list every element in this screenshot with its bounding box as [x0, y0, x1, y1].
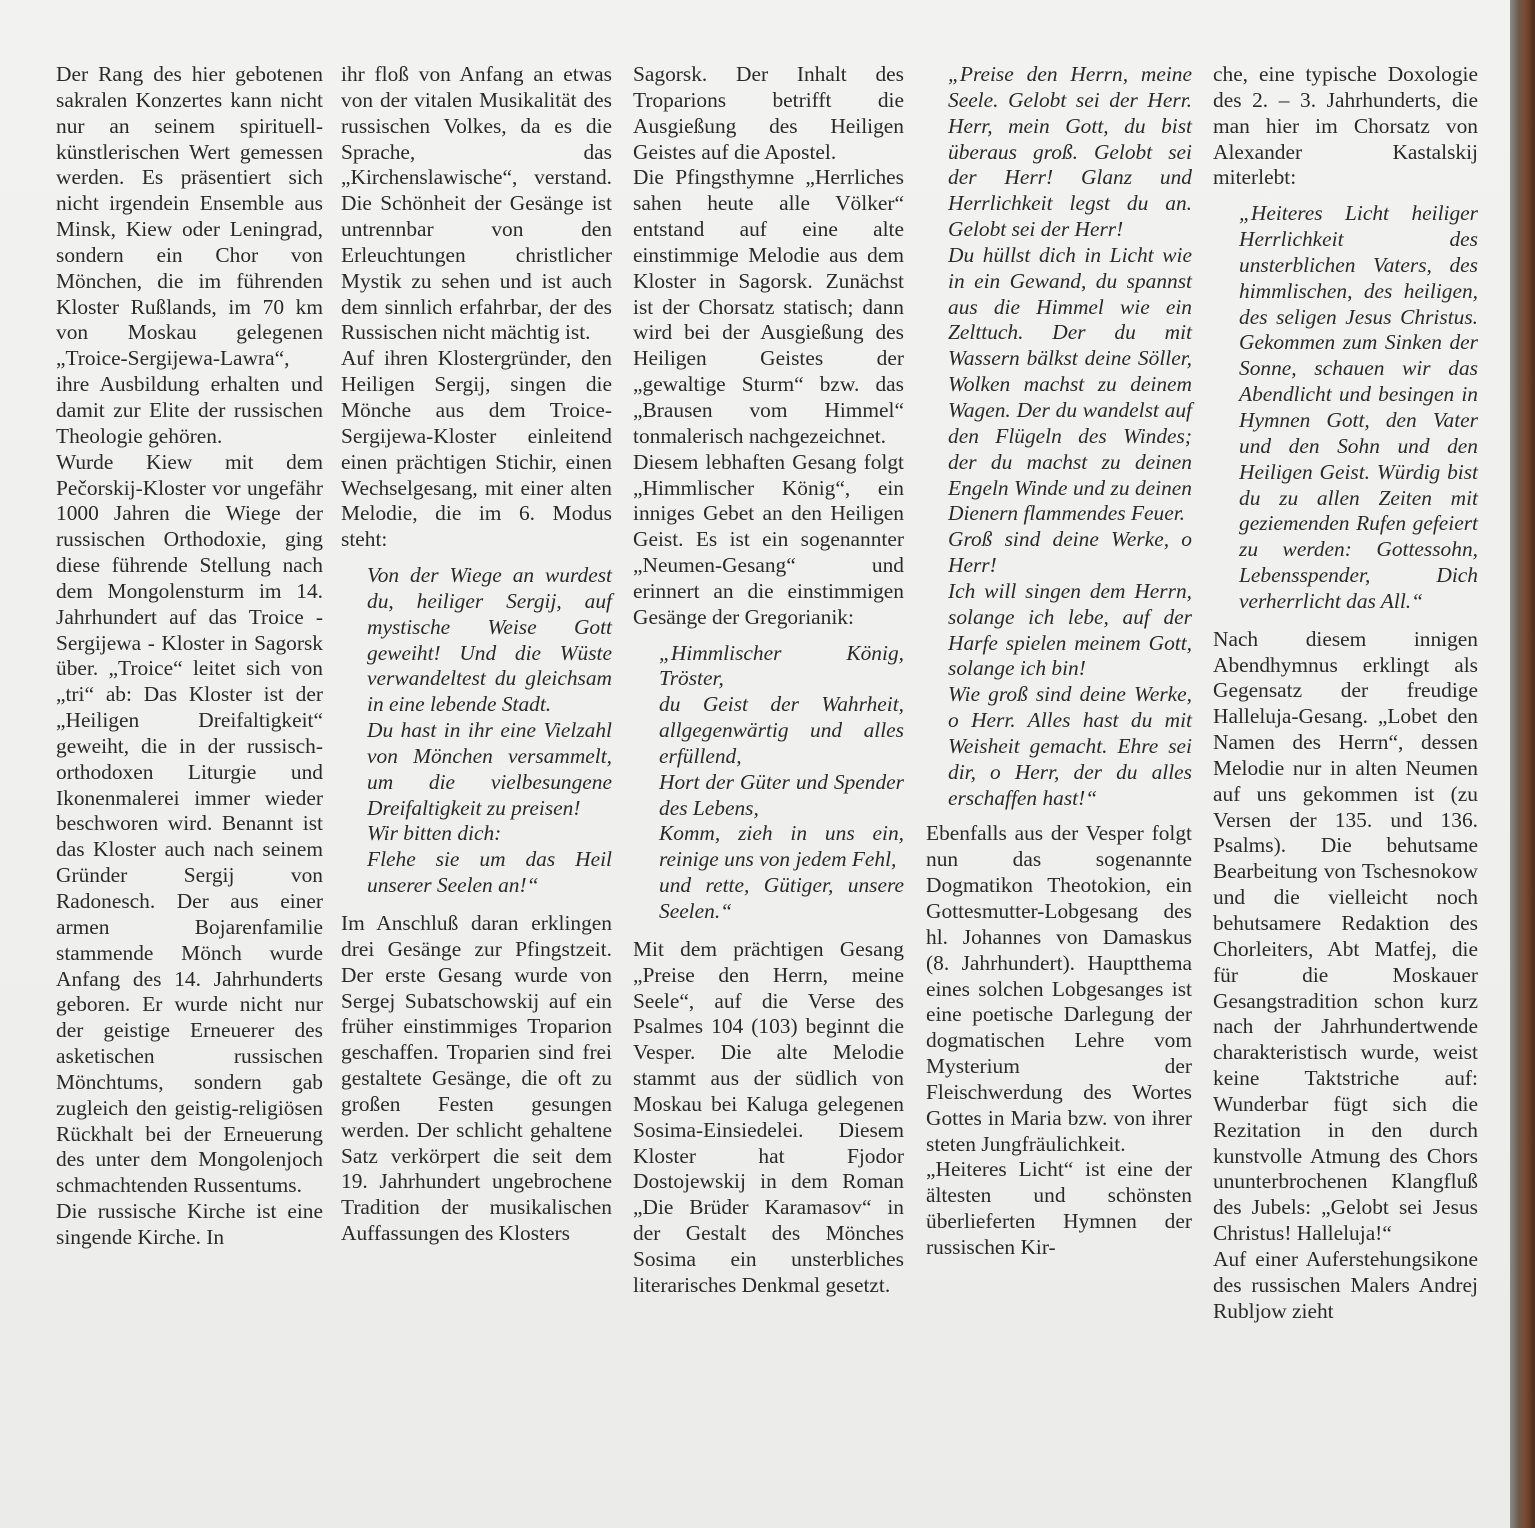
hymn-verse: und rette, Gütiger, unsere Seelen.“	[659, 873, 904, 923]
paragraph: Diesem lebhaften Gesang folgt „Himmlischer König“, ein inniges Gebet an den Heiligen Geist. Es ist ein sogenannter „Neumen-Gesang“ und erinnert an die einstimmigen Gesänge der Gregorianik:	[633, 449, 904, 629]
text-column-2	[341, 62, 612, 1247]
hymn-verse: „Himmlischer König, Tröster,	[659, 640, 904, 691]
quoted-hymn	[633, 641, 904, 925]
paragraph: Auf ihren Klostergründer, den Heiligen Sergij, singen die Mönche aus dem Troice-Sergijewa-Kloster einleitend einen prächtigen Stichir, einen Wechselgesang, mit einer alten Melodie, die im 6. Modus steht:	[341, 346, 612, 552]
hymn-verse: „Heiteres Licht heiliger Herrlichkeit des unsterblichen Vaters, des himmlischen, des heiligen, des seligen Jesus Christus. Gekommen zum Sinken der Sonne, schauen wir das Abendlicht und besingen in Hymnen Gott, den Vater und den Sohn und den Heiligen Geist. Würdig bist du zu allen Zeiten mit geziemenden Rufen gefeiert zu werden: Gottessohn, Lebensspender, Dich verherrlicht das All.“	[1239, 201, 1478, 613]
hymn-verse: du Geist der Wahrheit, allgegenwärtig und alles erfüllend,	[659, 692, 904, 768]
hymn-verse: Flehe sie um das Heil unserer Seelen an!“	[367, 847, 612, 898]
paragraph: Mit dem prächtigen Gesang „Preise den Herrn, meine Seele“, auf die Verse des Psalmes 104 (103) beginnt die Vesper. Die alte Melodie stammt aus der südlich von Moskau bei Kaluga gelegenen Sosima-Einsiedelei. Diesem Kloster hat Fjodor Dostojewskij in dem Roman „Die Brüder Karamasov“ in der Gestalt des Mönches Sosima ein unsterbliches literarisches Denkmal gesetzt.	[633, 936, 904, 1297]
hymn-verse: „Preise den Herrn, meine Seele. Gelobt sei der Herr. Herr, mein Gott, du bist überaus groß. Gelobt sei der Herr! Glanz und Herrlichkeit legst du an. Gelobt sei der Herr!	[948, 62, 1192, 242]
page-edge	[1510, 0, 1535, 1528]
quoted-hymn	[1213, 201, 1478, 615]
paragraph: Sagorsk. Der Inhalt des Troparions betrifft die Ausgießung des Heiligen Geistes auf die Apostel.	[633, 62, 904, 164]
hymn-verse: Von der Wiege an wurdest du, heiliger Sergij, auf mystische Weise Gott geweiht! Und die Wüste verwandeltest du gleichsam in eine lebende Stadt.	[367, 563, 612, 717]
text-column-3	[633, 62, 904, 1299]
hymn-verse: Hort der Güter und Spender des Lebens,	[659, 769, 904, 820]
quoted-hymn	[926, 62, 1192, 811]
paragraph: ihr floß von Anfang an etwas von der vitalen Musikalität des russischen Volkes, da es die Sprache, das „Kirchenslawische“, verstand. Die Schönheit der Gesänge ist untrennbar von den Erleuchtungen christlicher Mystik zu sehen und ist auch dem sinnlich erfahrbar, der des Russischen nicht mächtig ist.	[341, 62, 612, 345]
paragraph: Die Pfingsthymne „Herrliches sahen heute alle Völker“ entstand auf eine alte einstimmige Melodie aus dem Kloster in Sagorsk. Zunächst ist der Chorsatz statisch; dann wird bei der Ausgießung des Heiligen Geistes der „gewaltige Sturm“ bzw. das „Brausen vom Himmel“ tonmalerisch nachgezeichnet.	[633, 165, 904, 448]
paragraph: „Heiteres Licht“ ist eine der ältesten und schönsten überlieferten Hymnen der russischen Kir-	[926, 1157, 1192, 1259]
text-column-5	[1213, 62, 1478, 1325]
text-column-4	[926, 62, 1192, 1261]
paragraph: che, eine typische Doxologie des 2. – 3. Jahrhunderts, die man hier im Chorsatz von Alexander Kastalskij miterlebt:	[1213, 62, 1478, 190]
hymn-verse: Ich will singen dem Herrn, solange ich lebe, auf der Harfe spielen meinem Gott, solange ich bin!	[948, 578, 1192, 681]
hymn-verse: Du hüllst dich in Licht wie in ein Gewand, du spannst aus die Himmel wie ein Zelttuch. Der du mit Wassern bälkst deine Söller, Wolken machst zu deinem Wagen. Der du wandelst auf den Flügeln des Windes; der du machst zu deinen Engeln Winde und zu deinen Dienern flammendes Feuer.	[948, 242, 1192, 526]
paragraph: Nach diesem innigen Abendhymnus erklingt als Gegensatz der freudige Halleluja-Gesang. „Lobet den Namen des Herrn“, dessen Melodie nur in alten Neumen auf uns gekommen ist (zu Versen der 135. und 136. Psalms). Die behutsame Bearbeitung von Tschesnokow und die vielleicht noch behutsamere Redaktion des Chorleiters, Abt Matfej, die für die Moskauer Gesangstradition schon kurz nach der Jahrhundertwende charakteristisch wurde, weist keine Taktstriche auf: Wunderbar fügt sich die Rezitation in den durch kunstvolle Atmung des Chors ununterbrochenen Klangfluß des Jubels: „Gelobt sei Jesus Christus! Halleluja!“	[1213, 626, 1478, 1246]
paragraph: Wurde Kiew mit dem Pečorskij-Kloster vor ungefähr 1000 Jahren die Wiege der russischen Orthodoxie, ging diese führende Stellung nach dem Mongolensturm im 14. Jahrhundert auf das Troice - Sergijewa - Kloster in Sagorsk über. „Troice“ leitet sich von „tri“ ab: Das Kloster ist der „Heiligen Dreifaltigkeit“ geweiht, die in der russisch-orthodoxen Liturgie und Ikonenmalerei immer wieder beschworen wird. Benannt ist das Kloster auch nach seinem Gründer Sergij von Radonesch. Der aus einer armen Bojarenfamilie stammende Mönch wurde Anfang des 14. Jahrhunderts geboren. Er wurde nicht nur der geistige Erneuerer des asketischen russischen Mönchtums, sondern gab zugleich den geistig-religiösen Rückhalt bei der Erneuerung des unter dem Mongolenjoch schmachtenden Russentums.	[56, 449, 323, 1198]
paragraph: Der Rang des hier gebotenen sakralen Konzertes kann nicht nur an seinem spirituell-künstlerischen Wert gemessen werden. Es präsentiert sich nicht irgendein Ensemble aus Minsk, Kiew oder Leningrad, sondern ein Chor von Mönchen, die im führenden Kloster Rußlands, im 70 km von Moskau gelegenen „Troice-Sergijewa-Lawra“, ihre Ausbildung erhalten und damit zur Elite der russischen Theologie gehören.	[56, 62, 323, 448]
hymn-verse: Wir bitten dich:	[367, 821, 502, 846]
paragraph: Ebenfalls aus der Vesper folgt nun das sogenannte Dogmatikon Theotokion, ein Gottesmutter-Lobgesang des hl. Johannes von Damaskus (8. Jahrhundert). Hauptthema eines solchen Lobgesanges ist eine poetische Darlegung der dogmatischen Lehre vom Mysterium der Fleischwerdung des Wortes Gottes in Maria bzw. von ihrer steten Jungfräulichkeit.	[926, 821, 1192, 1156]
hymn-verse: Wie groß sind deine Werke, o Herr. Alles hast du mit Weisheit gemacht. Ehre sei dir, o Herr, der du alles erschaffen hast!“	[948, 682, 1192, 810]
hymn-verse: Komm, zieh in uns ein, reinige uns von jedem Fehl,	[659, 821, 904, 872]
paragraph: Auf einer Auferstehungsikone des russischen Malers Andrej Rubljow zieht	[1213, 1246, 1478, 1323]
quoted-hymn	[341, 563, 612, 899]
hymn-verse: Groß sind deine Werke, o Herr!	[948, 527, 1192, 578]
paragraph: Im Anschluß daran erklingen drei Gesänge zur Pfingstzeit. Der erste Gesang wurde von Sergej Subatschowskij auf ein früher einstimmiges Troparion geschaffen. Troparien sind frei gestaltete Gesänge, die oft zu großen Festen gesungen werden. Der schlicht gehaltene Satz verkörpert die seit dem 19. Jahrhundert ungebrochene Tradition der musikalischen Auffassungen des Klosters	[341, 911, 612, 1246]
hymn-verse: Du hast in ihr eine Vielzahl von Mönchen versammelt, um die vielbesungene Dreifaltigkeit zu preisen!	[367, 718, 612, 820]
paragraph: Die russische Kirche ist eine singende Kirche. In	[56, 1199, 323, 1249]
text-column-1	[56, 62, 323, 1251]
